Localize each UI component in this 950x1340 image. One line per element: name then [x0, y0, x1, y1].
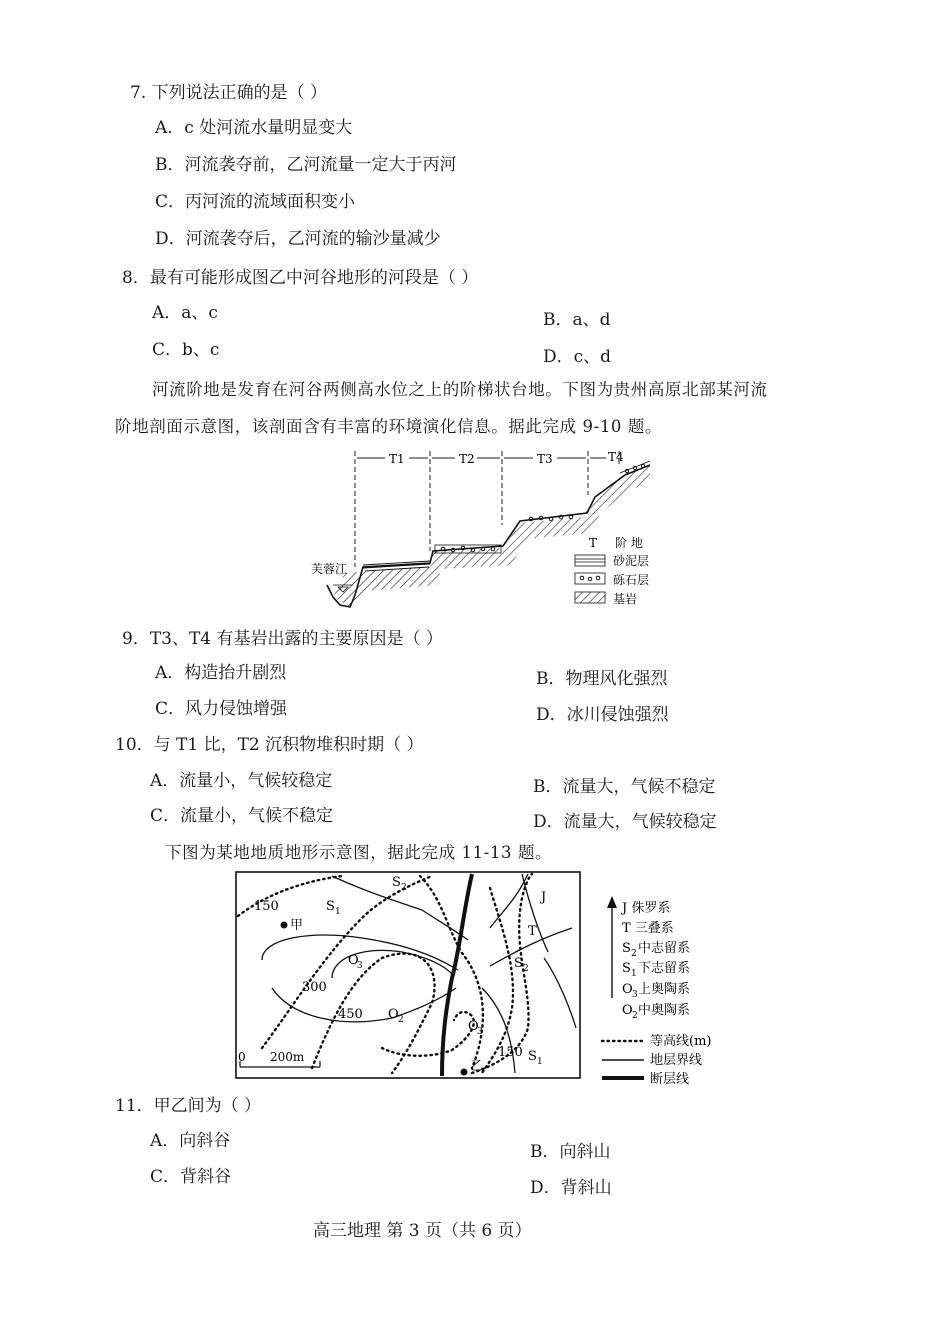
label-t3: T3	[537, 452, 553, 466]
stratum-s1-a-sub: 1	[335, 907, 341, 917]
legend-bedrock: 基岩	[613, 592, 638, 606]
map-frame	[236, 872, 580, 1078]
legend-sand-mud: 砂泥层	[613, 554, 650, 568]
intro-terrace-line1: 河流阶地是发育在河谷两侧高水位之上的阶梯状台地。下图为贵州高原北部某河流	[152, 380, 768, 399]
legend-gravel: 砾石层	[613, 573, 650, 587]
svg-text:S: S	[622, 941, 631, 956]
q8-option-c: C．b、c	[152, 340, 220, 360]
svg-text:S: S	[622, 961, 631, 976]
q10-option-c: C．流量小，气候不稳定	[150, 806, 334, 826]
intro-terrace-line2: 阶地剖面示意图，该剖面含有丰富的环境演化信息。据此完成 9-10 题。	[115, 417, 663, 436]
geology-map-figure	[232, 868, 732, 1090]
q11-option-c: C．背斜谷	[150, 1167, 232, 1187]
river-name: 芙蓉江	[311, 562, 348, 576]
q7-option-c: C．丙河流的流域面积变小	[155, 192, 356, 212]
legend-jurassic: J 侏罗系	[622, 901, 671, 916]
q11-option-d: D．背斜山	[530, 1178, 612, 1198]
stratum-s2-a-sub: 2	[401, 883, 407, 893]
q9-stem: 9．T3、T4 有基岩出露的主要原因是（ ）	[122, 629, 443, 649]
scale-200m: 200m	[270, 1050, 305, 1064]
point-jia-dot	[281, 922, 288, 929]
q7-option-d: D．河流袭夺后，乙河流的输沙量减少	[155, 229, 441, 249]
legend-upper-ordovician: 上奥陶系	[638, 982, 691, 997]
q10-stem: 10．与 T1 比，T2 沉积物堆积时期（ ）	[115, 735, 424, 755]
svg-text:3: 3	[632, 990, 638, 1000]
q9-option-d: D．冰川侵蚀强烈	[536, 705, 669, 725]
q11-option-a: A．向斜谷	[150, 1131, 231, 1151]
legend-contour: 等高线(m)	[650, 1034, 712, 1049]
stratum-s2-b: S	[514, 956, 523, 971]
terrace-profile-figure	[305, 445, 665, 620]
svg-text:1: 1	[631, 969, 637, 979]
stratum-o2: O	[388, 1007, 399, 1022]
terrace-legend	[575, 535, 649, 606]
svg-text:2: 2	[631, 949, 637, 959]
stratum-o3-b: O	[468, 1019, 479, 1034]
bedrock-hatch	[333, 465, 650, 607]
stratum-s2-b-sub: 2	[523, 964, 529, 974]
contour-label-150-a: 150	[254, 899, 279, 914]
contour-label-300: 300	[302, 980, 327, 995]
stratum-t: T	[528, 924, 537, 939]
stratum-j: J	[541, 890, 547, 905]
svg-text:O: O	[622, 1003, 633, 1018]
legend-middle-ordovician: 中奥陶系	[638, 1003, 691, 1018]
legend-terrace: 阶 地	[615, 536, 643, 550]
q11-stem: 11．甲乙间为（ ）	[115, 1096, 262, 1116]
legend-middle-silurian: 中志留系	[638, 941, 691, 956]
legend-triassic: T 三叠系	[622, 921, 674, 936]
q8-option-d: D．c、d	[543, 347, 612, 367]
stratum-s2-a: S	[392, 875, 401, 890]
point-yi-label: 乙	[470, 1059, 484, 1074]
svg-text:O: O	[622, 982, 633, 997]
stratum-o3-a-sub: 3	[357, 961, 363, 971]
q11-option-b: B．向斜山	[530, 1142, 611, 1162]
legend-t-key: T	[589, 536, 598, 550]
q10-option-d: D．流量大，气候较稳定	[533, 812, 717, 832]
scale-zero: 0	[238, 1050, 246, 1064]
q8-option-b: B．a、d	[543, 310, 611, 330]
label-t2: T2	[459, 452, 475, 466]
stratum-boundaries	[262, 874, 576, 1073]
legend-lower-silurian: 下志留系	[638, 961, 691, 976]
stratum-o2-sub: 2	[398, 1015, 404, 1025]
point-yi-dot	[461, 1069, 468, 1076]
label-t4: T4	[608, 450, 624, 464]
stratum-s1-a: S	[326, 899, 335, 914]
q9-option-b: B．物理风化强烈	[536, 669, 668, 689]
point-jia-label: 甲	[290, 918, 304, 933]
legend-boundary: 地层界线	[650, 1053, 703, 1068]
q8-option-a: A．a、c	[152, 303, 218, 323]
geology-legend	[602, 896, 711, 1087]
contour-label-450: 450	[338, 1007, 363, 1022]
q8-stem: 8．最有可能形成图乙中河谷地形的河段是（ ）	[122, 268, 479, 288]
label-t1: T1	[389, 452, 405, 466]
stratum-s1-b: S	[528, 1049, 537, 1064]
q10-option-a: A．流量小，气候较稳定	[150, 771, 333, 791]
stratum-o3-b-sub: 3	[477, 1027, 483, 1037]
contour-label-150-b: 150	[498, 1045, 523, 1060]
q10-option-b: B．流量大，气候不稳定	[533, 777, 716, 797]
q7-option-b: B．河流袭夺前，乙河流量一定大于丙河	[155, 155, 457, 175]
intro-geology: 下图为某地地质地形示意图，据此完成 11-13 题。	[165, 843, 553, 862]
svg-text:2: 2	[632, 1011, 638, 1021]
legend-fault: 断层线	[650, 1072, 690, 1087]
map-scale-bar	[238, 1050, 320, 1067]
q7-stem: 7. 下列说法正确的是（ ）	[130, 83, 328, 103]
stratum-o3-a: O	[348, 953, 359, 968]
page-footer: 高三地理 第 3 页（共 6 页）	[313, 1221, 532, 1241]
contour-lines	[238, 874, 532, 1073]
q9-option-c: C．风力侵蚀增强	[155, 699, 288, 719]
q9-option-a: A．构造抬升剧烈	[155, 663, 287, 683]
q7-option-a: A．c 处河流水量明显变大	[155, 118, 353, 138]
stratum-s1-b-sub: 1	[537, 1057, 543, 1067]
